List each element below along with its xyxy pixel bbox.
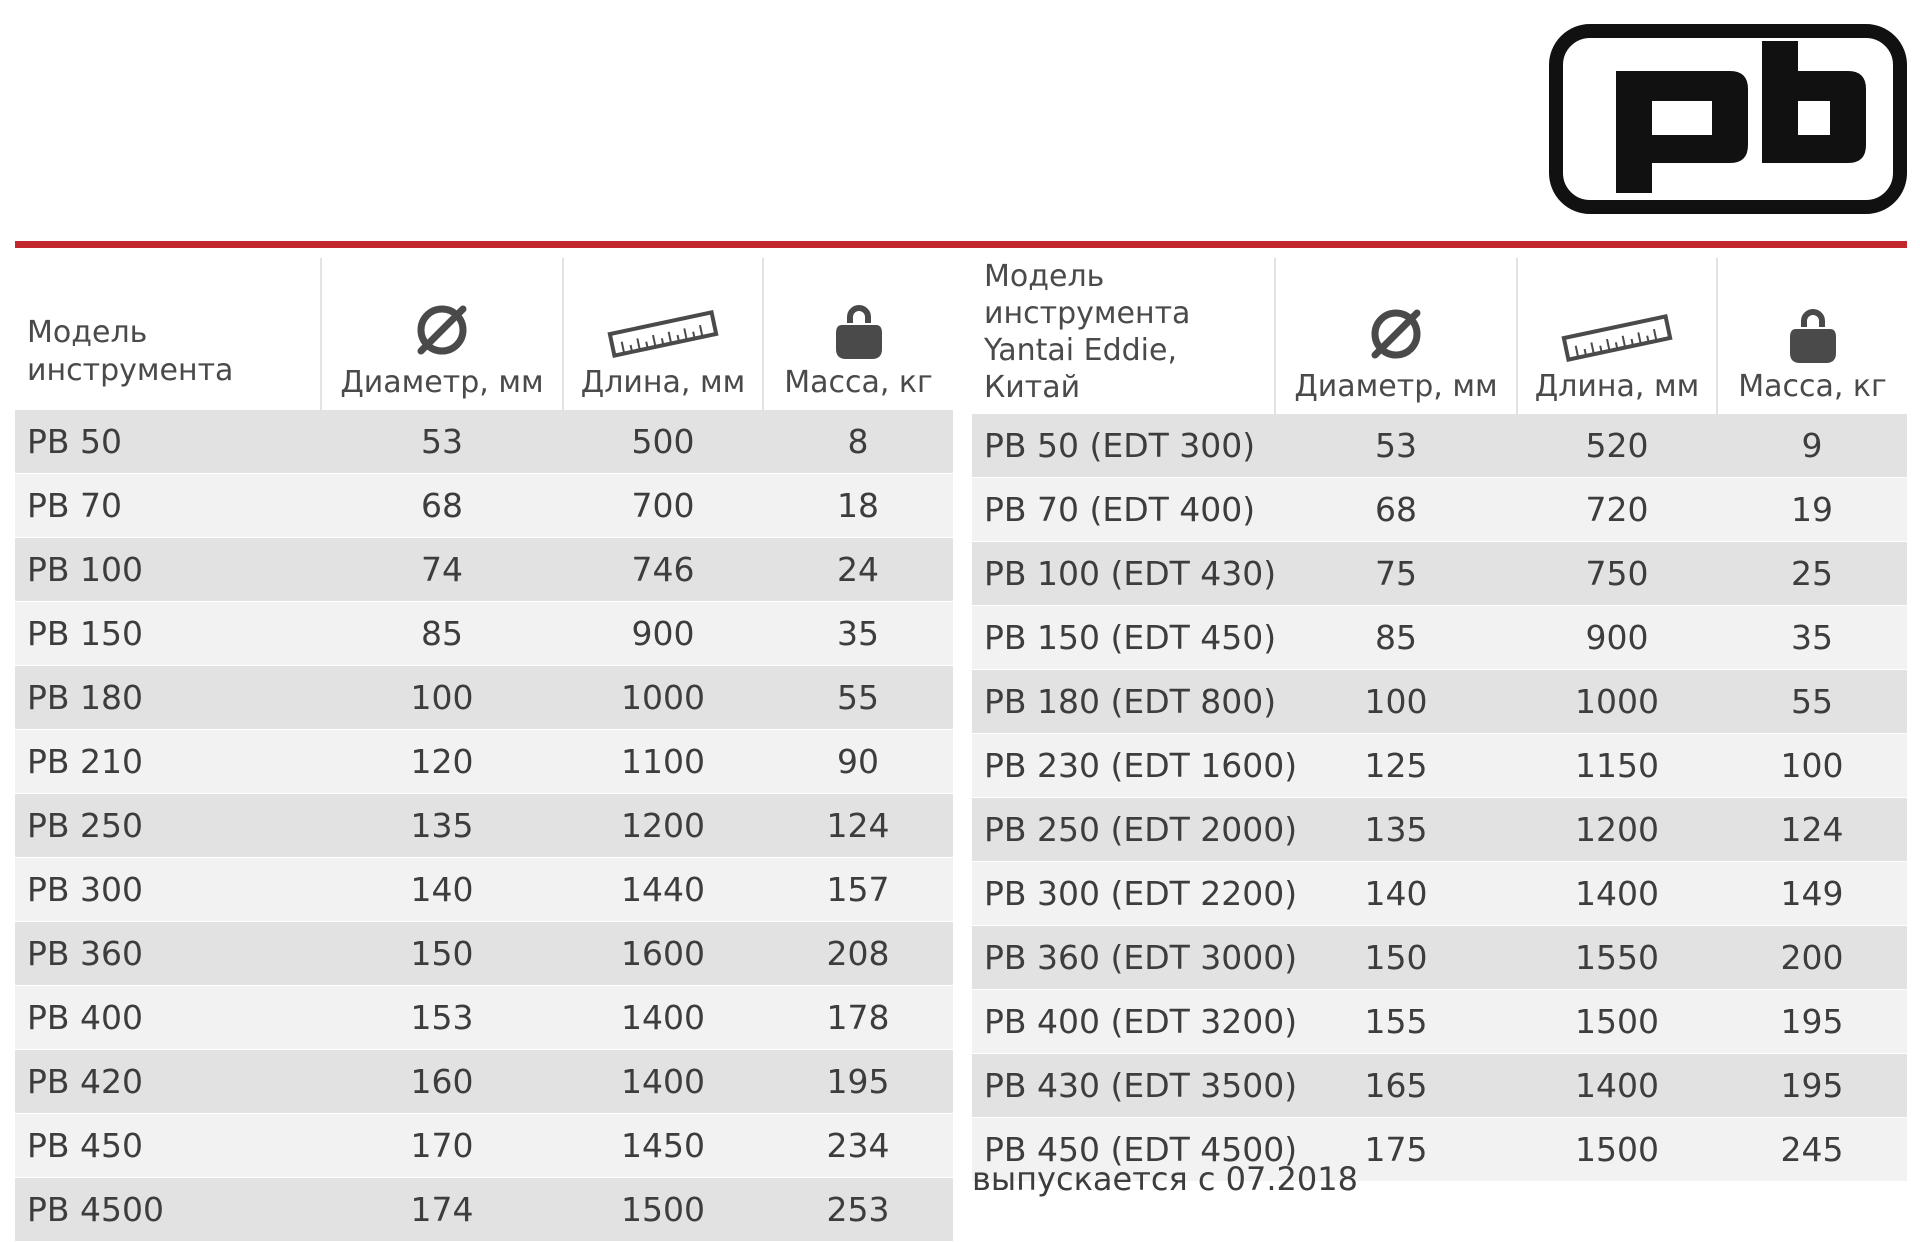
pb-logo-icon	[1548, 23, 1908, 215]
length-cell: 1500	[1517, 990, 1717, 1054]
model-cell: PB 300	[15, 858, 321, 922]
diameter-cell: 150	[321, 922, 563, 986]
mass-cell: 55	[1717, 670, 1907, 734]
diameter-cell: 150	[1275, 926, 1517, 990]
diameter-cell: 120	[321, 730, 563, 794]
mass-cell: 234	[763, 1114, 953, 1178]
mass-cell: 245	[1717, 1118, 1907, 1182]
model-column-header	[15, 258, 321, 410]
diameter-cell: 160	[321, 1050, 563, 1114]
length-cell: 1400	[1517, 862, 1717, 926]
table-row	[15, 858, 953, 922]
length-column-header	[563, 258, 763, 410]
mass-cell: 195	[763, 1050, 953, 1114]
diameter-cell: 53	[321, 410, 563, 474]
mass-cell: 25	[1717, 542, 1907, 606]
mass-cell: 55	[763, 666, 953, 730]
table-row	[972, 670, 1907, 734]
table-row	[15, 602, 953, 666]
table-header-row	[972, 258, 1907, 414]
model-header-line3: Yantai Eddie, Китай	[984, 333, 1177, 405]
model-cell: PB 100	[15, 538, 321, 602]
mass-column-header	[763, 258, 953, 410]
mass-column-header	[1717, 258, 1907, 414]
table-row	[972, 414, 1907, 478]
model-cell: PB 180	[15, 666, 321, 730]
model-cell: PB 150 (EDT 450)	[972, 606, 1275, 670]
length-cell: 1200	[563, 794, 763, 858]
mass-header-label: Масса, кг	[1738, 369, 1887, 404]
diameter-column-header	[321, 258, 563, 410]
length-cell: 500	[563, 410, 763, 474]
length-header-label: Длина, мм	[580, 365, 746, 400]
table-row	[15, 538, 953, 602]
length-cell: 746	[563, 538, 763, 602]
model-cell: PB 400 (EDT 3200)	[972, 990, 1275, 1054]
table-row	[972, 798, 1907, 862]
diameter-cell: 170	[321, 1114, 563, 1178]
mass-cell: 149	[1717, 862, 1907, 926]
diameter-header-label: Диаметр, мм	[1294, 369, 1498, 404]
diameter-cell: 140	[321, 858, 563, 922]
length-cell: 1450	[563, 1114, 763, 1178]
length-cell: 1400	[563, 986, 763, 1050]
table-row	[15, 666, 953, 730]
model-header-line1: Модель	[27, 315, 148, 350]
length-cell: 750	[1517, 542, 1717, 606]
length-cell: 1550	[1517, 926, 1717, 990]
mass-cell: 18	[763, 474, 953, 538]
model-cell: PB 210	[15, 730, 321, 794]
model-cell: PB 450 (EDT 4500)	[972, 1118, 1275, 1182]
model-column-header	[972, 258, 1275, 414]
length-cell: 900	[563, 602, 763, 666]
diameter-cell: 125	[1275, 734, 1517, 798]
diameter-cell: 140	[1275, 862, 1517, 926]
table-row	[972, 926, 1907, 990]
model-cell: PB 50 (EDT 300)	[972, 414, 1275, 478]
table-header-row	[15, 258, 953, 410]
table-row	[972, 1054, 1907, 1118]
diameter-cell: 100	[321, 666, 563, 730]
diameter-cell: 85	[321, 602, 563, 666]
yantai-models-table	[972, 258, 1907, 1182]
table-row	[972, 734, 1907, 798]
mass-header-label: Масса, кг	[784, 365, 933, 400]
mass-cell: 208	[763, 922, 953, 986]
model-header-line2: инструмента	[984, 296, 1191, 331]
model-cell: PB 430 (EDT 3500)	[972, 1054, 1275, 1118]
model-header-line1: Модель	[984, 259, 1105, 294]
mass-cell: 195	[1717, 990, 1907, 1054]
table-row	[972, 542, 1907, 606]
mass-cell: 178	[763, 986, 953, 1050]
diameter-cell: 153	[321, 986, 563, 1050]
table-row	[972, 862, 1907, 926]
mass-cell: 157	[763, 858, 953, 922]
diameter-cell: 68	[1275, 478, 1517, 542]
table-row	[972, 990, 1907, 1054]
model-cell: PB 70	[15, 474, 321, 538]
length-cell: 1200	[1517, 798, 1717, 862]
length-cell: 1500	[563, 1178, 763, 1242]
model-cell: PB 100 (EDT 430)	[972, 542, 1275, 606]
mass-cell: 124	[1717, 798, 1907, 862]
table-row	[15, 730, 953, 794]
length-cell: 1100	[563, 730, 763, 794]
diameter-cell: 53	[1275, 414, 1517, 478]
table-row	[972, 606, 1907, 670]
mass-cell: 24	[763, 538, 953, 602]
model-cell: PB 400	[15, 986, 321, 1050]
length-cell: 1400	[563, 1050, 763, 1114]
mass-cell: 253	[763, 1178, 953, 1242]
diameter-cell: 175	[1275, 1118, 1517, 1182]
length-cell: 1400	[1517, 1054, 1717, 1118]
length-cell: 900	[1517, 606, 1717, 670]
diameter-icon	[413, 301, 471, 359]
table-row	[15, 986, 953, 1050]
length-cell: 1000	[563, 666, 763, 730]
table-row	[15, 794, 953, 858]
table-row	[15, 410, 953, 474]
model-cell: PB 4500	[15, 1178, 321, 1242]
mass-cell: 9	[1717, 414, 1907, 478]
model-cell: PB 70 (EDT 400)	[972, 478, 1275, 542]
header-divider	[15, 241, 1907, 248]
diameter-cell: 135	[321, 794, 563, 858]
length-cell: 1500	[1517, 1118, 1717, 1182]
ruler-icon	[1561, 313, 1673, 363]
mass-cell: 35	[1717, 606, 1907, 670]
mass-cell: 8	[763, 410, 953, 474]
table-row	[15, 1178, 953, 1242]
length-column-header	[1517, 258, 1717, 414]
mass-cell: 35	[763, 602, 953, 666]
length-header-label: Длина, мм	[1534, 369, 1700, 404]
length-cell: 700	[563, 474, 763, 538]
mass-cell: 90	[763, 730, 953, 794]
diameter-cell: 68	[321, 474, 563, 538]
length-cell: 1440	[563, 858, 763, 922]
table-row	[15, 922, 953, 986]
table-row	[15, 1114, 953, 1178]
model-cell: PB 250 (EDT 2000)	[972, 798, 1275, 862]
model-cell: PB 360	[15, 922, 321, 986]
table-row	[972, 478, 1907, 542]
diameter-cell: 85	[1275, 606, 1517, 670]
table-row	[15, 474, 953, 538]
model-cell: PB 360 (EDT 3000)	[972, 926, 1275, 990]
release-note: выпускается с 07.2018	[972, 1160, 1358, 1198]
diameter-icon	[1367, 305, 1425, 363]
weight-icon	[1790, 307, 1836, 363]
length-cell: 720	[1517, 478, 1717, 542]
model-cell: PB 150	[15, 602, 321, 666]
diameter-cell: 135	[1275, 798, 1517, 862]
mass-cell: 100	[1717, 734, 1907, 798]
length-cell: 1000	[1517, 670, 1717, 734]
diameter-cell: 100	[1275, 670, 1517, 734]
mass-cell: 124	[763, 794, 953, 858]
model-cell: PB 230 (EDT 1600)	[972, 734, 1275, 798]
diameter-cell: 155	[1275, 990, 1517, 1054]
mass-cell: 200	[1717, 926, 1907, 990]
diameter-cell: 165	[1275, 1054, 1517, 1118]
diameter-cell: 174	[321, 1178, 563, 1242]
mass-cell: 19	[1717, 478, 1907, 542]
diameter-cell: 74	[321, 538, 563, 602]
diameter-header-label: Диаметр, мм	[340, 365, 544, 400]
length-cell: 520	[1517, 414, 1717, 478]
model-cell: PB 50	[15, 410, 321, 474]
ruler-icon	[607, 309, 719, 359]
model-cell: PB 180 (EDT 800)	[972, 670, 1275, 734]
model-cell: PB 450	[15, 1114, 321, 1178]
length-cell: 1150	[1517, 734, 1717, 798]
models-table	[15, 258, 953, 1242]
weight-icon	[836, 303, 882, 359]
diameter-cell: 75	[1275, 542, 1517, 606]
length-cell: 1600	[563, 922, 763, 986]
diameter-column-header	[1275, 258, 1517, 414]
model-cell: PB 420	[15, 1050, 321, 1114]
model-header-line2: инструмента	[27, 353, 234, 388]
model-cell: PB 300 (EDT 2200)	[972, 862, 1275, 926]
model-cell: PB 250	[15, 794, 321, 858]
mass-cell: 195	[1717, 1054, 1907, 1118]
table-row	[15, 1050, 953, 1114]
